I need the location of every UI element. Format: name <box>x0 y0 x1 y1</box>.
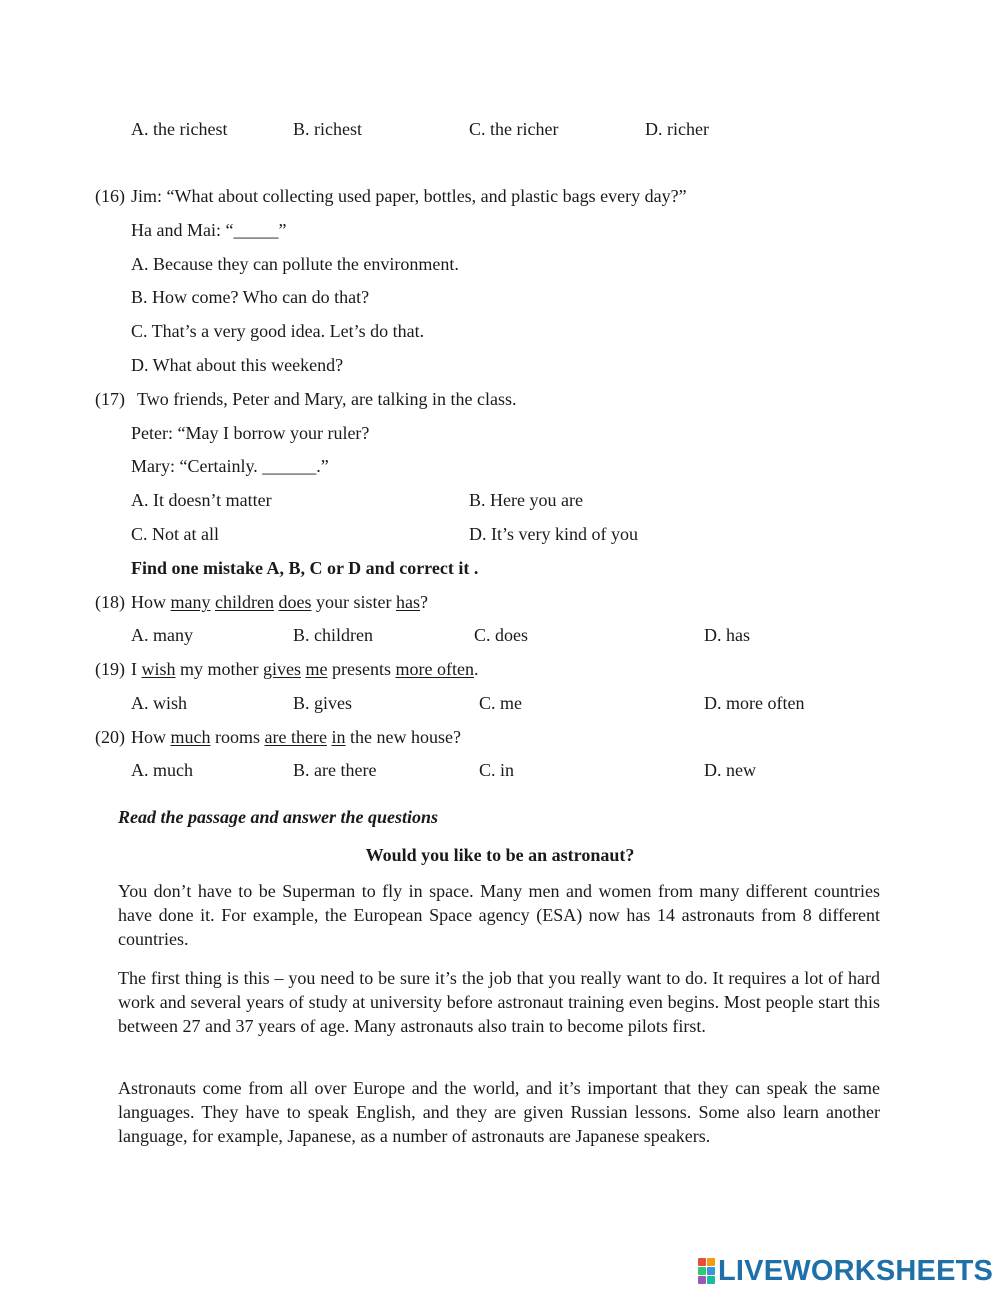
q20-option-b: B. are there <box>293 760 377 780</box>
reading-instruction: Read the passage and answer the questions <box>118 807 439 827</box>
q16-option-c: C. That’s a very good idea. Let’s do that. <box>131 321 425 341</box>
q19-number: (19) <box>95 659 125 679</box>
q19-underlined-b: gives <box>263 659 302 679</box>
q17-number: (17) <box>95 389 125 409</box>
q18-text: How <box>131 592 171 612</box>
logo-text: LIVEWORKSHEETS <box>718 1254 994 1287</box>
q18-underlined-a: many <box>170 592 211 612</box>
q17-option-c: C. Not at all <box>131 524 219 544</box>
q15-option-d: D. richer <box>645 119 709 139</box>
q16-option-a: A. Because they can pollute the environment. <box>131 254 459 274</box>
q18-option-b: B. children <box>293 625 373 645</box>
q17-option-d: D. It’s very kind of you <box>469 524 638 544</box>
q20-underlined-b: are there <box>264 727 327 747</box>
q18-number: (18) <box>95 592 125 612</box>
q18-underlined-d: has <box>395 592 420 612</box>
q18-underlined-b: children <box>215 592 274 612</box>
q19-text: my mother <box>175 659 264 679</box>
q20-text: How <box>131 727 171 747</box>
q16-option-b: B. How come? Who can do that? <box>131 287 370 307</box>
q17-dialog-peter: Peter: “May I borrow your ruler? <box>131 423 370 443</box>
passage-paragraph-1: You don’t have to be Superman to fly in space. Many men and women from many different countries have done it. For example, the European Space agency (ESA) now has 14 astronauts from 8 different countries. <box>118 881 880 949</box>
passage-title: Would you like to be an astronaut? <box>365 845 635 865</box>
logo-square <box>707 1276 715 1284</box>
q16-option-d: D. What about this weekend? <box>131 355 344 375</box>
q15-option-b: B. richest <box>293 119 362 139</box>
q15-option-a: A. the richest <box>131 119 228 139</box>
passage-paragraph-2: The first thing is this – you need to be sure it’s the job that you really want to do. It requires a lot of hard work and several years of study at university before astronaut training even begins. Most people start this between 27 and 37 years of age. Many astronauts also train to become pilots first. <box>118 968 880 1036</box>
q17-stem: Two friends, Peter and Mary, are talking in the class. <box>137 389 517 409</box>
q18-text: your sister <box>311 592 396 612</box>
q19-text: presents <box>327 659 396 679</box>
logo-square <box>698 1258 706 1266</box>
q20-underlined-c: in <box>331 727 346 747</box>
q16-response-line: Ha and Mai: “_____” <box>131 220 287 240</box>
passage-paragraph-3: Astronauts come from all over Europe and the world, and it’s important that they can speak the same languages. They have to speak English, and they are given Russian lessons. Some also learn another language, for example, Japanese, as a number of astronauts are Japanese speakers. <box>118 1078 880 1146</box>
mistake-section-instruction: Find one mistake A, B, C or D and correct it . <box>131 558 479 578</box>
q19-sentence <box>131 659 478 680</box>
q18-underlined-c: does <box>278 592 312 612</box>
q19-text: . <box>473 659 479 679</box>
q20-text: the new house? <box>345 727 461 747</box>
q18-option-d: D. has <box>704 625 750 645</box>
logo-square <box>698 1267 706 1275</box>
q20-sentence <box>131 727 461 748</box>
q20-option-c: C. in <box>479 760 515 780</box>
q18-text: ? <box>419 592 428 612</box>
q20-number: (20) <box>95 727 125 747</box>
q20-option-a: A. much <box>131 760 193 780</box>
q18-sentence <box>131 592 428 613</box>
q19-option-d: D. more often <box>704 693 805 713</box>
q19-text: I <box>131 659 142 679</box>
q19-underlined-a: wish <box>141 659 176 679</box>
q15-option-c: C. the richer <box>469 119 559 139</box>
q16-number: (16) <box>95 186 125 206</box>
logo-square <box>698 1276 706 1284</box>
q16-stem: Jim: “What about collecting used paper, bottles, and plastic bags every day?” <box>131 186 687 206</box>
q19-underlined-c: me <box>305 659 328 679</box>
logo-square <box>707 1267 715 1275</box>
q17-option-a: A. It doesn’t matter <box>131 490 272 510</box>
q17-option-b: B. Here you are <box>469 490 583 510</box>
liveworksheets-logo <box>698 1254 994 1287</box>
q18-option-c: C. does <box>474 625 528 645</box>
q18-option-a: A. many <box>131 625 193 645</box>
q20-underlined-a: much <box>170 727 211 747</box>
q17-dialog-mary: Mary: “Certainly. ______.” <box>131 456 329 476</box>
q19-option-b: B. gives <box>293 693 353 713</box>
q20-text: rooms <box>210 727 265 747</box>
q20-option-d: D. new <box>704 760 756 780</box>
q19-option-a: A. wish <box>131 693 188 713</box>
q19-underlined-d: more often <box>395 659 474 679</box>
q19-option-c: C. me <box>479 693 522 713</box>
logo-squares-icon <box>698 1258 715 1284</box>
logo-square <box>707 1258 715 1266</box>
